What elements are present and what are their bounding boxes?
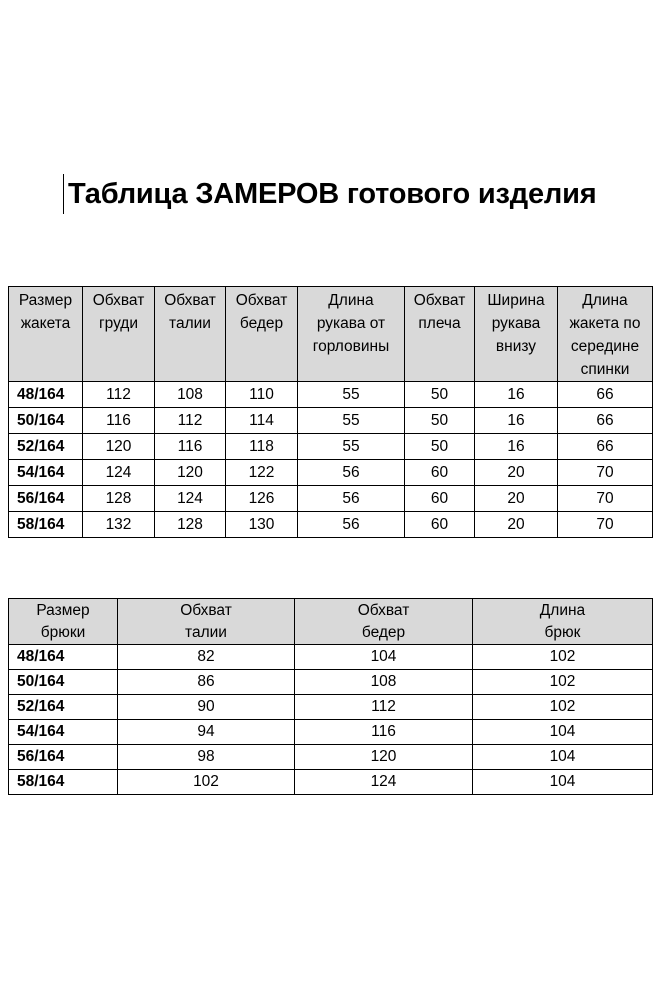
trousers-header-cell xyxy=(473,599,653,645)
measure-cell: 90 xyxy=(118,695,295,720)
measure-cell: 20 xyxy=(475,512,558,538)
jacket-header-cell xyxy=(226,287,298,382)
header-line: Ширина xyxy=(487,292,545,309)
measure-cell: 104 xyxy=(295,645,473,670)
measure-cell: 82 xyxy=(118,645,295,670)
size-cell: 48/164 xyxy=(9,382,83,408)
measure-cell: 16 xyxy=(475,408,558,434)
jacket-measurements-table xyxy=(8,286,653,538)
jacket-header-cell xyxy=(558,287,653,382)
measure-cell: 55 xyxy=(298,382,405,408)
measure-cell: 102 xyxy=(473,670,653,695)
measure-cell: 94 xyxy=(118,720,295,745)
header-line: Обхват xyxy=(164,292,216,309)
jacket-header-cell xyxy=(155,287,226,382)
jacket-header-cell xyxy=(405,287,475,382)
table-row xyxy=(9,645,653,670)
header-line: Длина xyxy=(539,602,586,619)
measure-cell: 66 xyxy=(558,382,653,408)
measure-cell: 70 xyxy=(558,460,653,486)
measure-cell: 50 xyxy=(405,434,475,460)
measure-cell: 116 xyxy=(295,720,473,745)
header-line: внизу xyxy=(495,338,537,355)
measure-cell: 104 xyxy=(473,720,653,745)
table-row xyxy=(9,512,653,538)
header-line: рукава xyxy=(491,315,541,332)
jacket-table-body xyxy=(9,382,653,538)
measure-cell: 60 xyxy=(405,486,475,512)
measure-cell: 132 xyxy=(83,512,155,538)
header-line: талии xyxy=(169,315,211,332)
size-cell: 58/164 xyxy=(9,512,83,538)
size-cell: 48/164 xyxy=(9,645,118,670)
measure-cell: 104 xyxy=(473,745,653,770)
table-row xyxy=(9,382,653,408)
header-line: середине xyxy=(570,338,640,355)
measure-cell: 116 xyxy=(155,434,226,460)
header-line: талии xyxy=(185,624,227,641)
header-line: брюки xyxy=(40,624,86,641)
measure-cell: 122 xyxy=(226,460,298,486)
measure-cell: 20 xyxy=(475,486,558,512)
header-line: плеча xyxy=(418,315,461,332)
size-cell: 50/164 xyxy=(9,408,83,434)
measure-cell: 60 xyxy=(405,460,475,486)
size-cell: 50/164 xyxy=(9,670,118,695)
measure-cell: 128 xyxy=(155,512,226,538)
measure-cell: 114 xyxy=(226,408,298,434)
page-title: Таблица ЗАМЕРОВ готового изделия xyxy=(68,178,597,210)
jacket-header-cell xyxy=(298,287,405,382)
measure-cell: 112 xyxy=(155,408,226,434)
header-line: Обхват xyxy=(92,292,145,309)
measure-cell: 102 xyxy=(473,645,653,670)
measure-cell: 124 xyxy=(295,770,473,795)
table-row xyxy=(9,770,653,795)
trousers-table-body xyxy=(9,645,653,795)
measure-cell: 102 xyxy=(118,770,295,795)
measure-cell: 66 xyxy=(558,434,653,460)
measure-cell: 98 xyxy=(118,745,295,770)
measure-cell: 60 xyxy=(405,512,475,538)
header-line: бедер xyxy=(361,624,406,641)
header-line: Обхват xyxy=(413,292,466,309)
measure-cell: 66 xyxy=(558,408,653,434)
measure-cell: 70 xyxy=(558,486,653,512)
measure-cell: 16 xyxy=(475,434,558,460)
size-cell: 58/164 xyxy=(9,770,118,795)
measure-cell: 16 xyxy=(475,382,558,408)
jacket-header-row xyxy=(9,287,653,382)
trousers-header-cell xyxy=(295,599,473,645)
header-line: Размер xyxy=(18,292,73,309)
measure-cell: 20 xyxy=(475,460,558,486)
measure-cell: 130 xyxy=(226,512,298,538)
measure-cell: 120 xyxy=(83,434,155,460)
header-line: жакета xyxy=(20,315,71,332)
measure-cell: 124 xyxy=(155,486,226,512)
measure-cell: 55 xyxy=(298,408,405,434)
header-line: Размер xyxy=(36,602,90,619)
header-line: рукава от xyxy=(316,315,386,332)
text-cursor xyxy=(63,174,64,214)
measure-cell: 120 xyxy=(295,745,473,770)
measure-cell: 112 xyxy=(295,695,473,720)
table-row xyxy=(9,670,653,695)
jacket-header-cell xyxy=(9,287,83,382)
header-line: груди xyxy=(98,315,139,332)
size-cell: 52/164 xyxy=(9,695,118,720)
measure-cell: 50 xyxy=(405,382,475,408)
jacket-header-cell xyxy=(475,287,558,382)
trousers-header-row xyxy=(9,599,653,645)
header-line: Обхват xyxy=(180,602,232,619)
header-line: Обхват xyxy=(235,292,288,309)
measure-cell: 70 xyxy=(558,512,653,538)
size-cell: 56/164 xyxy=(9,486,83,512)
trousers-measurements-table xyxy=(8,598,653,795)
header-line: горловины xyxy=(312,338,390,355)
measure-cell: 56 xyxy=(298,486,405,512)
measure-cell: 120 xyxy=(155,460,226,486)
table-row xyxy=(9,460,653,486)
table-row xyxy=(9,745,653,770)
table-row xyxy=(9,486,653,512)
measure-cell: 55 xyxy=(298,434,405,460)
size-cell: 56/164 xyxy=(9,745,118,770)
measure-cell: 104 xyxy=(473,770,653,795)
measure-cell: 86 xyxy=(118,670,295,695)
table-row xyxy=(9,408,653,434)
size-cell: 54/164 xyxy=(9,460,83,486)
measure-cell: 56 xyxy=(298,512,405,538)
measure-cell: 108 xyxy=(295,670,473,695)
size-cell: 54/164 xyxy=(9,720,118,745)
table-row xyxy=(9,695,653,720)
header-line: Обхват xyxy=(357,602,410,619)
jacket-header-cell xyxy=(83,287,155,382)
header-line: брюк xyxy=(544,624,581,641)
size-cell: 52/164 xyxy=(9,434,83,460)
measure-cell: 50 xyxy=(405,408,475,434)
header-line: бедер xyxy=(239,315,284,332)
measure-cell: 124 xyxy=(83,460,155,486)
measure-cell: 56 xyxy=(298,460,405,486)
measure-cell: 112 xyxy=(83,382,155,408)
measure-cell: 128 xyxy=(83,486,155,512)
trousers-header-cell xyxy=(9,599,118,645)
measure-cell: 102 xyxy=(473,695,653,720)
trousers-header-cell xyxy=(118,599,295,645)
measure-cell: 116 xyxy=(83,408,155,434)
measure-cell: 126 xyxy=(226,486,298,512)
header-line: жакета по xyxy=(569,315,641,332)
table-row xyxy=(9,434,653,460)
table-row xyxy=(9,720,653,745)
measure-cell: 110 xyxy=(226,382,298,408)
header-line: Длина xyxy=(582,292,628,309)
measure-cell: 118 xyxy=(226,434,298,460)
measure-cell: 108 xyxy=(155,382,226,408)
header-line: Длина xyxy=(328,292,374,309)
header-line: спинки xyxy=(580,361,630,378)
